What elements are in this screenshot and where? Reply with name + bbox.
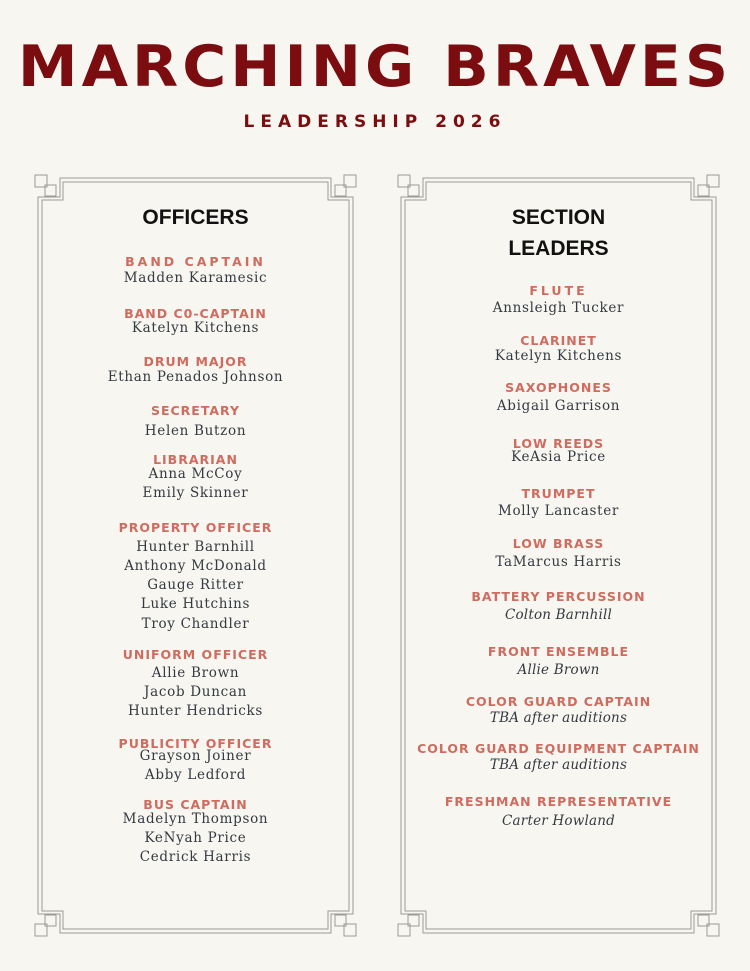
role-secretary: SECRETARY	[150, 403, 241, 418]
officers-heading: OFFICERS	[142, 206, 249, 229]
officer-name: Anna McCoy	[148, 466, 243, 482]
leader-name: Colton Barnhill	[504, 607, 613, 623]
role-color-guard-equipment-captain: COLOR GUARD EQUIPMENT CAPTAIN	[417, 741, 700, 756]
leader-name: TBA after auditions	[489, 710, 628, 726]
officer-name: KeNyah Price	[144, 830, 247, 846]
role-clarinet: CLARINET	[520, 333, 597, 348]
role-property-officer: PROPERTY OFFICER	[118, 520, 273, 535]
officer-name: Katelyn Kitchens	[131, 320, 260, 336]
role-drum-major: DRUM MAJOR	[143, 354, 248, 369]
officer-name: Gauge Ritter	[147, 577, 244, 593]
leader-name: Molly Lancaster	[497, 503, 620, 519]
role-color-guard-captain: COLOR GUARD CAPTAIN	[465, 694, 652, 709]
officer-name: Grayson Joiner	[139, 748, 252, 764]
role-band-co-captain: BAND C0-CAPTAIN	[124, 306, 267, 321]
leader-name: Katelyn Kitchens	[494, 348, 623, 364]
role-publicity-officer: PUBLICITY OFFICER	[118, 736, 273, 751]
page-subtitle: LEADERSHIP 2026	[243, 112, 507, 132]
role-band-captain: BAND CAPTAIN	[125, 254, 266, 269]
role-flute: FLUTE	[529, 283, 588, 298]
officer-name: Jacob Duncan	[144, 684, 247, 700]
officer-name: Abby Ledford	[144, 767, 247, 783]
leader-name: Carter Howland	[502, 813, 615, 829]
role-trumpet: TRUMPET	[521, 486, 596, 501]
leader-name: TBA after auditions	[489, 757, 628, 773]
leader-name: Annsleigh Tucker	[492, 300, 625, 316]
officer-name: Luke Hutchins	[140, 596, 251, 612]
officer-name: Madelyn Thompson	[122, 811, 269, 827]
leader-name: Abigail Garrison	[496, 398, 621, 414]
officer-name: Anthony McDonald	[124, 558, 267, 574]
officer-name: Ethan Penados Johnson	[107, 369, 284, 385]
role-bus-captain: BUS CAPTAIN	[143, 797, 248, 812]
officer-name: Troy Chandler	[141, 616, 250, 632]
officer-name: Hunter Barnhill	[136, 539, 255, 555]
officer-name: Helen Butzon	[144, 423, 247, 439]
officers-panel	[33, 173, 358, 938]
officer-name: Cedrick Harris	[139, 849, 252, 865]
leader-name: Allie Brown	[517, 662, 600, 678]
leader-name: TaMarcus Harris	[495, 554, 622, 570]
section-leaders-panel	[396, 173, 721, 938]
role-front-ensemble: FRONT ENSEMBLE	[487, 644, 630, 659]
officer-name: Allie Brown	[151, 665, 240, 681]
role-low-brass: LOW BRASS	[512, 536, 605, 551]
role-battery-percussion: BATTERY PERCUSSION	[471, 589, 646, 604]
officer-name: Madden Karamesic	[123, 270, 268, 286]
role-low-reeds: LOW REEDS	[512, 436, 605, 451]
page-title: MARCHING BRAVES	[17, 33, 733, 101]
section-leaders-heading-line1: SECTION	[511, 206, 606, 229]
leader-name: KeAsia Price	[511, 449, 606, 465]
section-leaders-heading-line2: LEADERS	[508, 237, 609, 260]
role-freshman-representative: FRESHMAN REPRESENTATIVE	[444, 794, 673, 809]
role-saxophones: SAXOPHONES	[505, 380, 612, 395]
officer-name: Emily Skinner	[142, 485, 249, 501]
officer-name: Hunter Hendricks	[127, 703, 264, 719]
role-librarian: LIBRARIAN	[153, 452, 238, 467]
role-uniform-officer: UNIFORM OFFICER	[122, 647, 269, 662]
